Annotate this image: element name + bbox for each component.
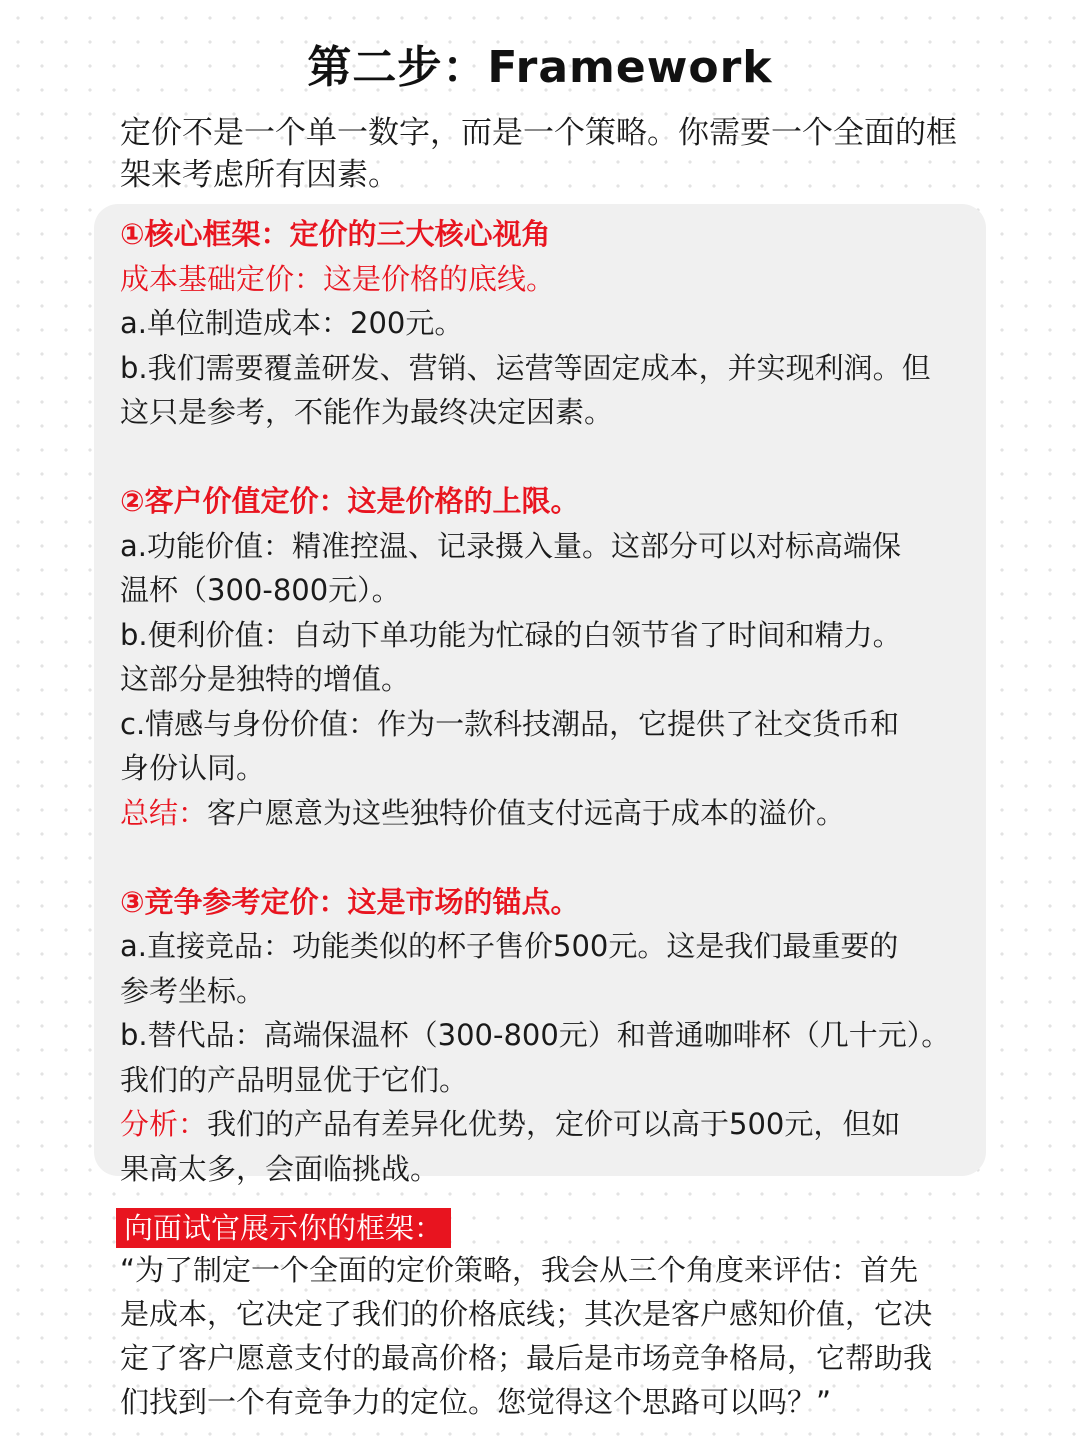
section3-item-b: b.替代品：高端保温杯（300-800元）和普通咖啡杯（几十元）。: [120, 1018, 951, 1052]
section3-analysis: [120, 1102, 970, 1147]
intro-line: 定价不是一个单一数字，而是一个策略。你需要一个全面的框: [120, 115, 957, 151]
analysis-label: 分析：: [120, 1107, 208, 1141]
section-spacer: [120, 835, 970, 880]
section2-item-a-cont: 温杯（300-800元）。: [120, 573, 401, 607]
intro-paragraph: [120, 112, 970, 196]
quote-line: 们找到一个有竞争力的定位。您觉得这个思路可以吗？”: [120, 1385, 832, 1419]
section1-heading: ①核心框架：定价的三大核心视角: [120, 217, 551, 251]
quote-line: “为了制定一个全面的定价策略，我会从三个角度来评估：首先: [120, 1253, 919, 1287]
page-title: 第二步：Framework: [307, 42, 773, 93]
section1-subheading: 成本基础定价：这是价格的底线。: [120, 261, 556, 296]
section3-heading: ③竞争参考定价：这是市场的锚点。: [120, 884, 580, 919]
section3-item-b-cont: 我们的产品明显优于它们。: [120, 1062, 469, 1097]
quote-line: 是成本，它决定了我们的价格底线；其次是客户感知价值，它决: [120, 1297, 933, 1331]
section2-item-c: c.情感与身份价值：作为一款科技潮品，它提供了社交货币和: [120, 706, 900, 741]
interview-quote: [120, 1248, 970, 1424]
section3-analysis-cont: 果高太多，会面临挑战。: [120, 1151, 440, 1186]
summary-text: 客户愿意为这些独特价值支付远高于成本的溢价。: [207, 795, 846, 830]
section3-item-a-cont: 参考坐标。: [120, 973, 266, 1008]
section2-summary: [120, 791, 970, 836]
present-framework-label: 向面试官展示你的框架：: [116, 1208, 451, 1248]
section2-item-c-cont: 身份认同。: [120, 751, 266, 785]
analysis-text: 我们的产品有差异化优势，定价可以高于500元，但如: [207, 1107, 901, 1141]
summary-label: 总结：: [120, 795, 208, 830]
section2-heading: ②客户价值定价：这是价格的上限。: [120, 484, 580, 518]
section2-item-a: a.功能价值：精准控温、记录摄入量。这部分可以对标高端保: [120, 528, 901, 563]
section1-item-b-cont: 这只是参考，不能作为最终决定因素。: [120, 395, 614, 429]
section1-item-b: b.我们需要覆盖研发、营销、运营等固定成本，并实现利润。但: [120, 350, 931, 385]
framework-card-content: [120, 212, 970, 1191]
section1-item-a: a.单位制造成本：200元。: [120, 306, 464, 340]
section-spacer: [120, 435, 970, 480]
section2-item-b: b.便利价值：自动下单功能为忙碌的白领节省了时间和精力。: [120, 617, 902, 652]
section3-item-a: a.直接竞品：功能类似的杯子售价500元。这是我们最重要的: [120, 929, 899, 963]
section2-item-b-cont: 这部分是独特的增值。: [120, 662, 411, 696]
intro-line: 架来考虑所有因素。: [120, 157, 399, 193]
quote-line: 定了客户愿意支付的最高价格；最后是市场竞争格局，它帮助我: [120, 1341, 933, 1375]
